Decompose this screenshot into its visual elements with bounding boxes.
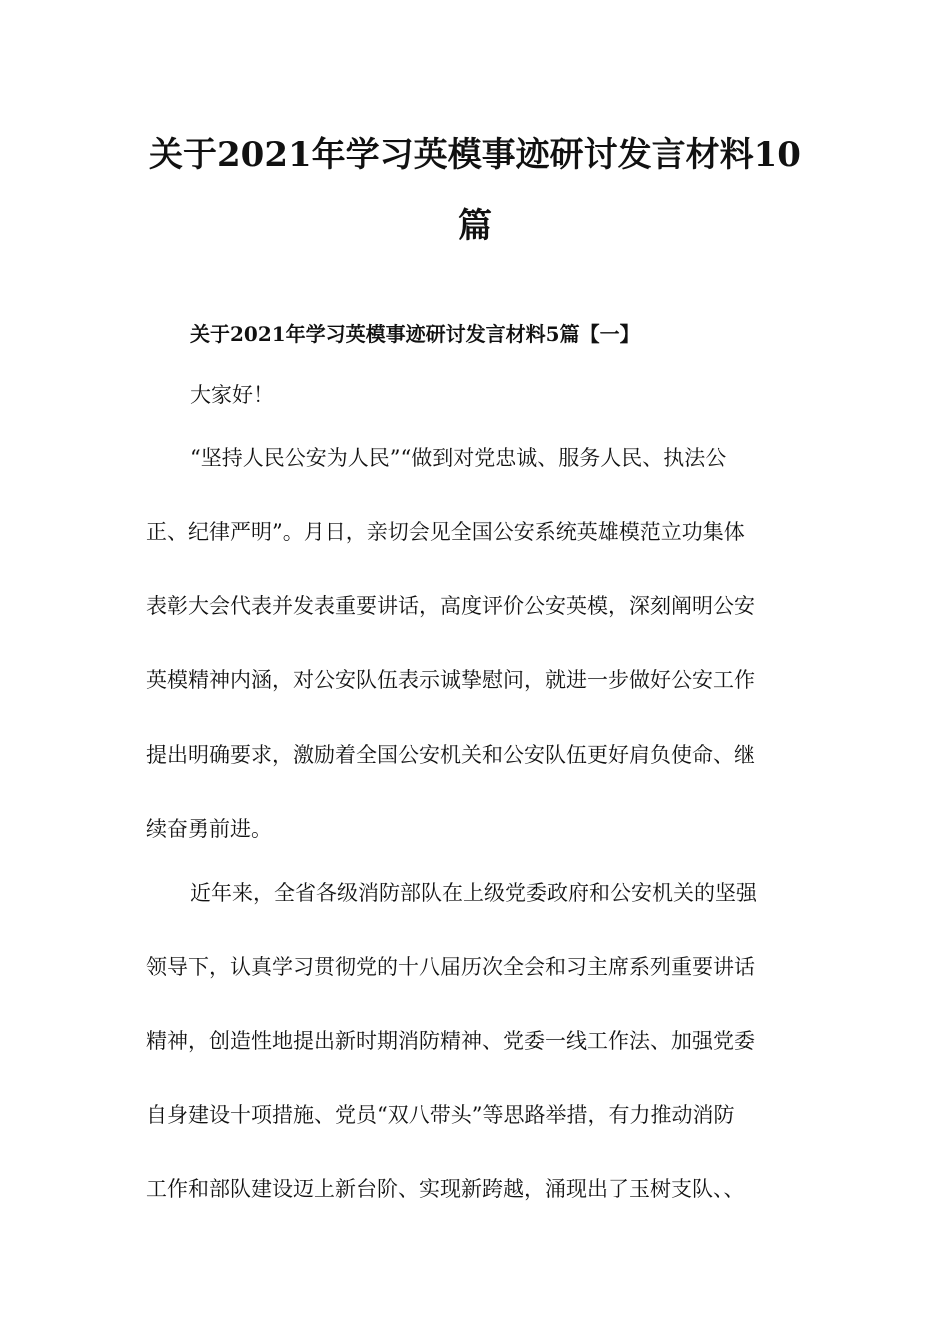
paragraph-1-line-5: 提出明确要求，激励着全国公安机关和公安队伍更好肩负使命、继 <box>146 743 755 767</box>
paragraph-1-line-6: 续奋勇前进。 <box>146 817 272 841</box>
paragraph-1-line-2: 正、纪律严明”。月日，亲切会见全国公安系统英雄模范立功集体 <box>146 520 745 544</box>
paragraph-1-line-4: 英模精神内涵，对公安队伍表示诚挚慰问，就进一步做好公安工作 <box>146 668 755 692</box>
paragraph-2-line-3: 精神，创造性地提出新时期消防精神、党委一线工作法、加强党委 <box>146 1029 755 1053</box>
paragraph-1-line-3: 表彰大会代表并发表重要讲话，高度评价公安英模，深刻阐明公安 <box>146 594 755 618</box>
greeting: 大家好！ <box>190 383 274 407</box>
paragraph-2-line-4: 自身建设十项措施、党员“双八带头”等思路举措，有力推动消防 <box>146 1103 735 1127</box>
paragraph-2-line-2: 领导下，认真学习贯彻党的十八届历次全会和习主席系列重要讲话 <box>146 955 755 979</box>
section-heading: 关于2021年学习英模事迹研讨发言材料5篇【一】 <box>190 322 640 346</box>
document-title-line-2: 篇 <box>458 206 492 246</box>
paragraph-2-line-5: 工作和部队建设迈上新台阶、实现新跨越，涌现出了玉树支队、、 <box>146 1177 745 1201</box>
paragraph-2-line-1: 近年来，全省各级消防部队在上级党委政府和公安机关的坚强 <box>190 881 757 905</box>
document-title-line-1: 关于2021年学习英模事迹研讨发言材料10 <box>149 135 801 175</box>
paragraph-1-line-1: “坚持人民公安为人民”“做到对党忠诚、服务人民、执法公 <box>190 446 727 470</box>
